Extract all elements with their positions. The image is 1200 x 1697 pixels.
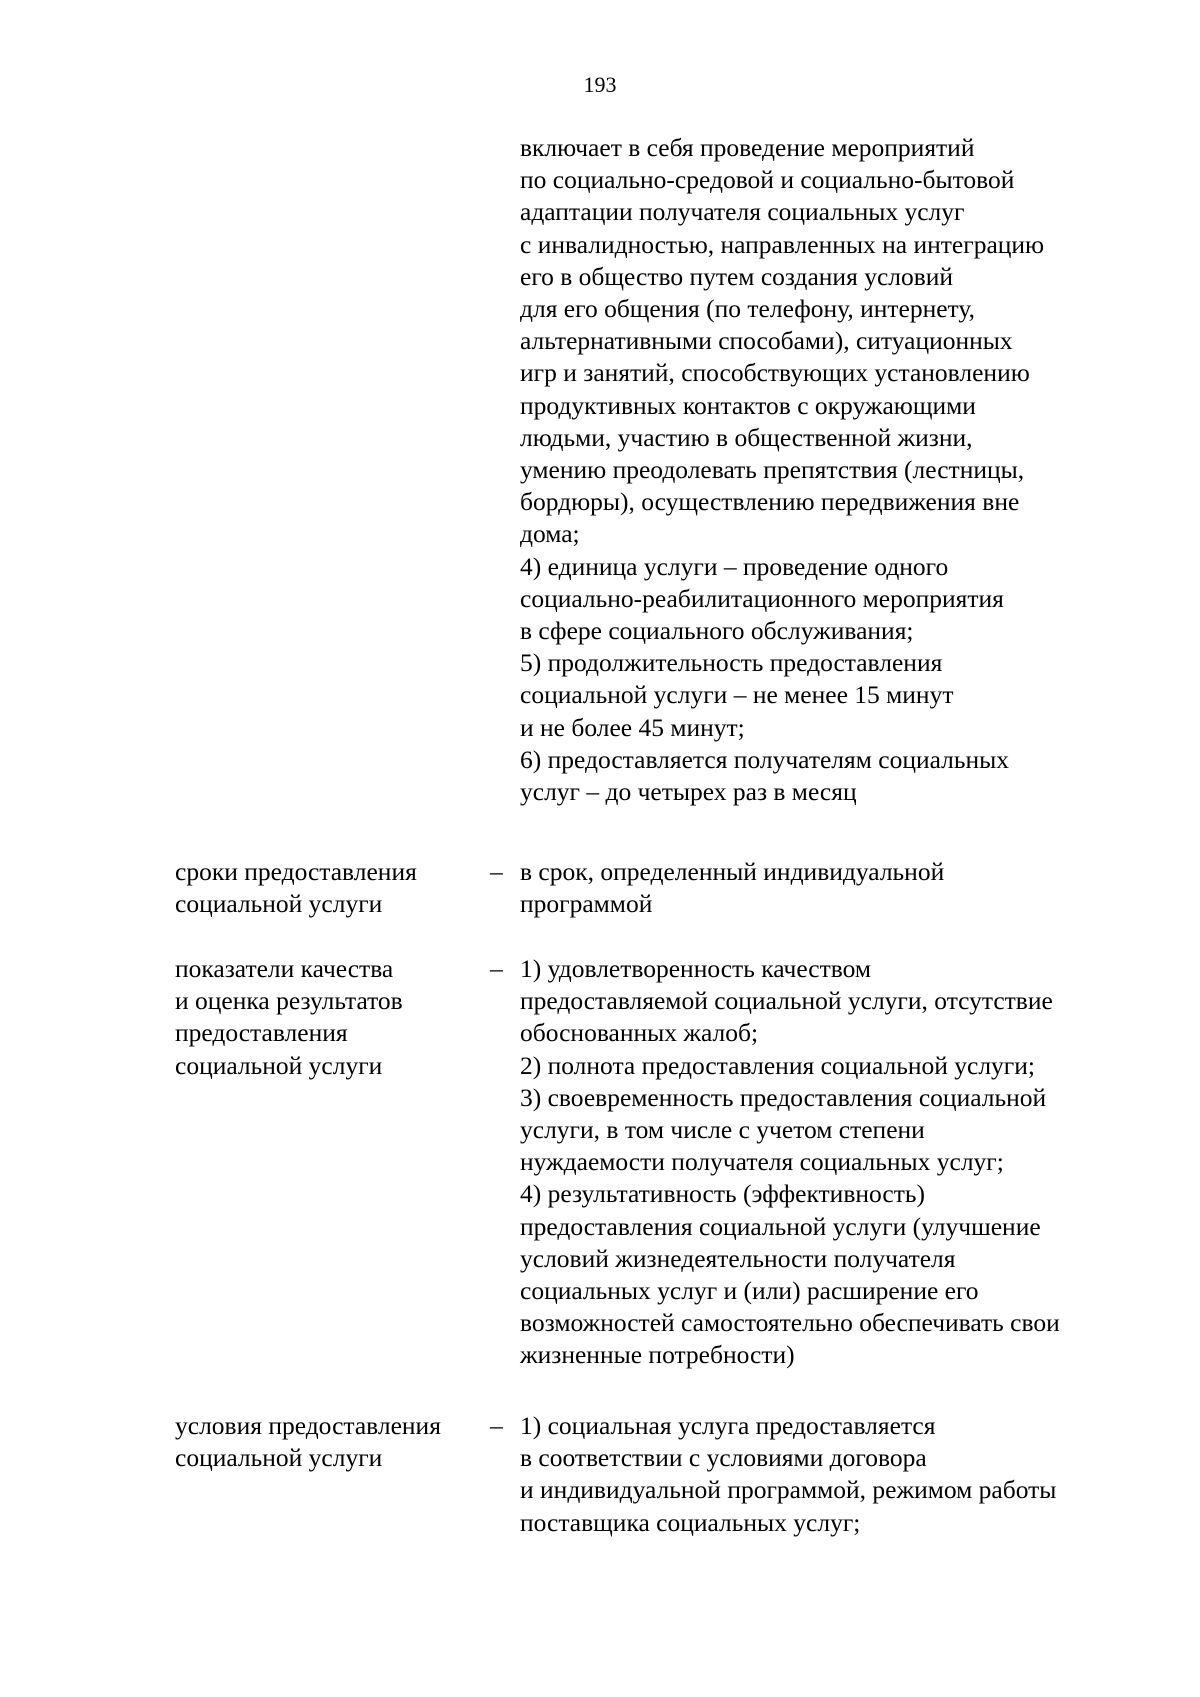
intro-line: умению преодолевать препятствия (лестницы, xyxy=(520,455,1025,485)
value-line: в срок, определенный индивидуальной xyxy=(520,857,945,886)
intro-line: и не более 45 минут; xyxy=(520,712,745,742)
value-line: предоставляемой социальной услуги, отсутствие xyxy=(520,986,1053,1016)
intro-line: по социально-средовой и социально-бытовой xyxy=(520,165,1015,195)
intro-line: альтернативными способами), ситуационных xyxy=(520,326,1013,356)
value-line: услуги, в том числе с учетом степени xyxy=(520,1115,925,1145)
intro-line: в сфере социального обслуживания; xyxy=(520,616,914,646)
value-line: программой xyxy=(520,889,653,919)
intro-line: с инвалидностью, направленных на интеграцию xyxy=(520,229,1045,259)
label-line: социальной услуги xyxy=(175,889,383,919)
label-line: предоставления xyxy=(175,1018,348,1048)
label-line: показатели качества xyxy=(175,954,394,983)
dash-separator: – xyxy=(490,1411,503,1440)
value-line: и индивидуальной программой, режимом работы xyxy=(520,1475,1057,1505)
value-line: нуждаемости получателя социальных услуг; xyxy=(520,1147,1004,1177)
label-line: сроки предоставления xyxy=(175,857,417,886)
intro-line: продуктивных контактов с окружающими xyxy=(520,390,976,420)
section-value xyxy=(520,1410,1056,1539)
intro-line: социально-реабилитационного мероприятия xyxy=(520,583,1004,613)
value-line: 4) результативность (эффективность) xyxy=(520,1179,925,1209)
value-line: условий жизнедеятельности получателя xyxy=(520,1243,956,1273)
intro-line: включает в себя проведение мероприятий xyxy=(520,133,975,162)
label-line: социальной услуги xyxy=(175,1050,383,1080)
intro-line: 4) единица услуги – проведение одного xyxy=(520,551,949,581)
intro-line: дома; xyxy=(520,519,580,549)
page-number: 193 xyxy=(583,72,617,97)
intro-line: 5) продолжительность предоставления xyxy=(520,648,943,678)
dash-separator: – xyxy=(490,857,503,886)
value-line: 3) своевременность предоставления социальной xyxy=(520,1082,1047,1112)
intro-line: социальной услуги – не менее 15 минут xyxy=(520,680,954,710)
label-line: и оценка результатов xyxy=(175,986,403,1016)
value-line: обоснованных жалоб; xyxy=(520,1018,759,1048)
value-line: возможностей самостоятельно обеспечивать свои xyxy=(520,1308,1060,1338)
label-line: условия предоставления xyxy=(175,1411,441,1440)
intro-line: бордюры), осуществлению передвижения вне xyxy=(520,487,1020,517)
section-label xyxy=(175,953,403,1082)
intro-line: для его общения (по телефону, интернету, xyxy=(520,294,975,324)
intro-line: адаптации получателя социальных услуг xyxy=(520,197,965,227)
intro-line: игр и занятий, способствующих установлению xyxy=(520,358,1030,388)
value-line: социальных услуг и (или) расширение его xyxy=(520,1276,979,1306)
intro-line: людьми, участию в общественной жизни, xyxy=(520,422,973,452)
intro-line: 6) предоставляется получателям социальных xyxy=(520,744,1010,774)
section-label xyxy=(175,856,417,920)
value-line: предоставления социальной услуги (улучшение xyxy=(520,1211,1041,1241)
label-line: социальной услуги xyxy=(175,1443,383,1473)
section-value xyxy=(520,856,944,920)
section-value xyxy=(520,953,1060,1372)
value-line: 1) социальная услуга предоставляется xyxy=(520,1411,936,1440)
value-line: 1) удовлетворенность качеством xyxy=(520,954,872,983)
intro-text-block xyxy=(520,132,1044,808)
value-line: жизненные потребности) xyxy=(520,1340,795,1370)
value-line: 2) полнота предоставления социальной услуги; xyxy=(520,1050,1035,1080)
section-label xyxy=(175,1410,441,1474)
intro-line: услуг – до четырех раз в месяц xyxy=(520,777,857,807)
intro-line: его в общество путем создания условий xyxy=(520,261,954,291)
value-line: поставщика социальных услуг; xyxy=(520,1507,861,1537)
value-line: в соответствии с условиями договора xyxy=(520,1443,927,1473)
dash-separator: – xyxy=(490,954,503,983)
